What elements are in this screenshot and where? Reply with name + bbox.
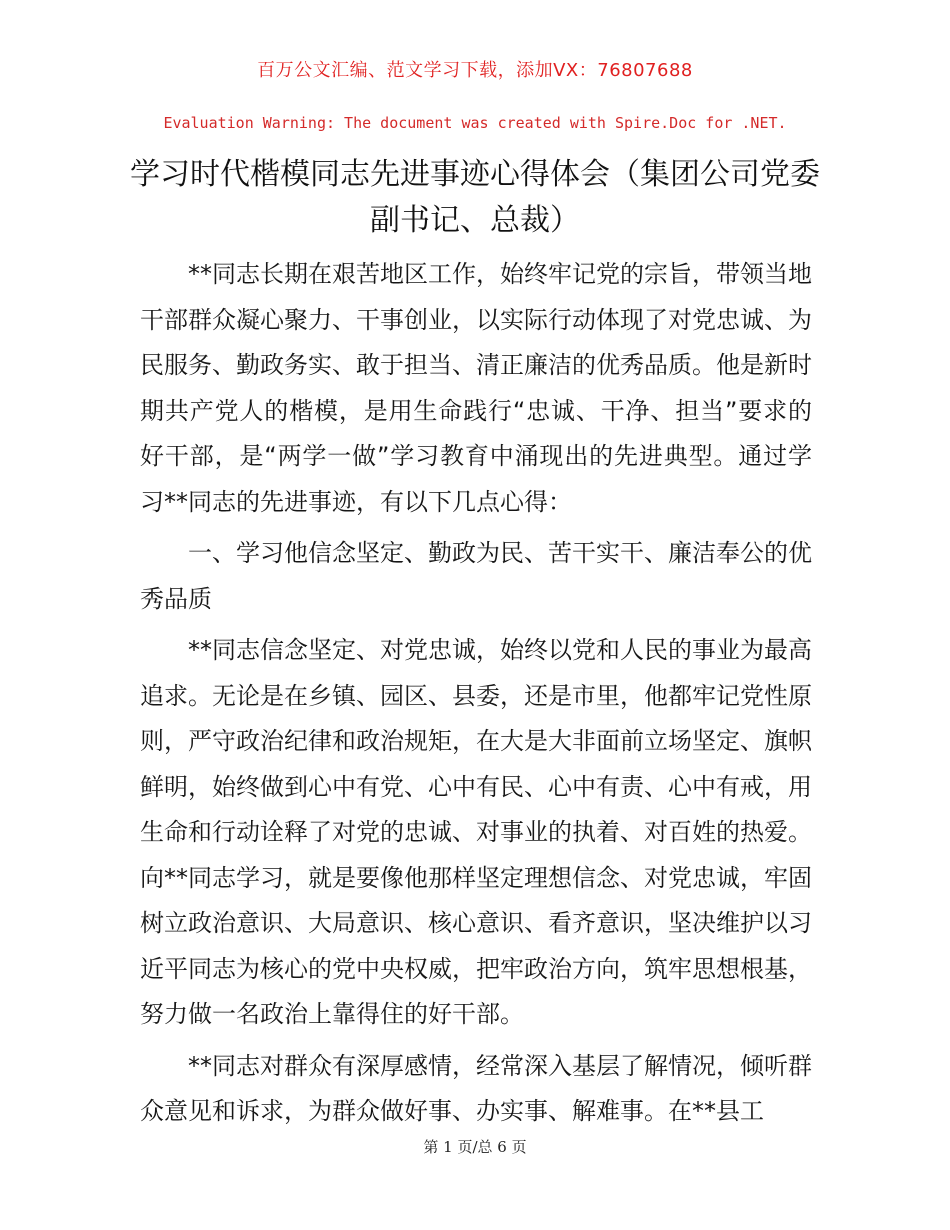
paragraph-masses: **同志对群众有深厚感情，经常深入基层了解情况，倾听群众意见和诉求，为群众做好事、办实事、解难事。在**县工 — [140, 1051, 812, 1125]
section-heading: 一、学习他信念坚定、勤政为民、苦干实干、廉洁奉公的优秀品质 — [140, 539, 812, 613]
document-body — [140, 252, 812, 1141]
promo-banner: 百万公文汇编、范文学习下载，添加VX：76807688 — [257, 60, 693, 81]
evaluation-warning: Evaluation Warning: The document was created with Spire.Doc for .NET. — [163, 114, 787, 132]
paragraph-belief: **同志信念坚定、对党忠诚，始终以党和人民的事业为最高追求。无论是在乡镇、园区、县委，还是市里，他都牢记党性原则，严守政治纪律和政治规矩，在大是大非面前立场坚定、旗帜鲜明，始终做到心中有党、心中有民、心中有责、心中有戒，用生命和行动诠释了对党的忠诚、对事业的执着、对百姓的热爱。向**同志学习，就是要像他那样坚定理想信念、对党忠诚，牢固树立政治意识、大局意识、核心意识、看齐意识，坚决维护以习近平同志为核心的党中央权威，把牢政治方向，筑牢思想根基，努力做一名政治上靠得住的好干部。 — [140, 636, 812, 1028]
paragraph-intro: **同志长期在艰苦地区工作，始终牢记党的宗旨，带领当地干部群众凝心聚力、干事创业，以实际行动体现了对党忠诚、为民服务、勤政务实、敢于担当、清正廉洁的优秀品质。他是新时期共产党人的楷模，是用生命践行“忠诚、干净、担当”要求的好干部，是“两学一做”学习教育中涌现出的先进典型。通过学习**同志的先进事迹，有以下几点心得： — [140, 260, 812, 516]
document-title: 学习时代楷模同志先进事迹心得体会（集团公司党委副书记、总裁） — [130, 157, 820, 238]
page-number: 第 1 页/总 6 页 — [423, 1138, 527, 1156]
